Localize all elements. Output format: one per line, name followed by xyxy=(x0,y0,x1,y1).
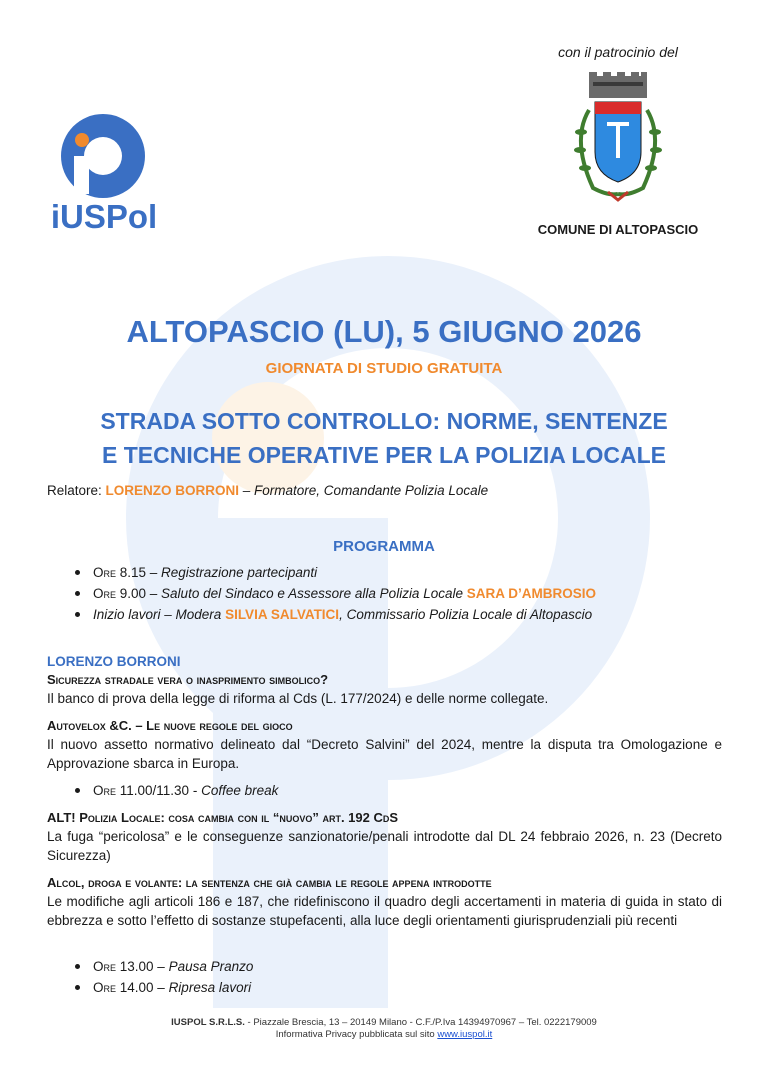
course-title-line1: STRADA SOTTO CONTROLLO: NORME, SENTENZE xyxy=(100,408,668,434)
section-heading: Sicurezza stradale vera o inasprimento simbolico? xyxy=(47,672,329,687)
section-4 xyxy=(47,873,722,930)
section-body: Il nuovo assetto normativo delineato dal “Decreto Salvini” del 2024, mentre la disputa tra Omologazione e Approvazione sbarca in Europa. xyxy=(47,737,722,771)
bullet-icon xyxy=(75,570,80,575)
course-title xyxy=(0,404,768,472)
section-2 xyxy=(47,716,722,773)
section-heading: ALT! Polizia Locale: cosa cambia con il “nuovo” art. 192 CdS xyxy=(47,810,399,825)
relatore-role: – Formatore, Comandante Polizia Locale xyxy=(239,483,489,498)
footer xyxy=(0,1017,768,1041)
relatore-name: LORENZO BORRONI xyxy=(105,483,240,498)
footer-address-line xyxy=(0,1017,768,1029)
relatore-label: Relatore: xyxy=(47,483,106,498)
programma-list xyxy=(75,562,596,625)
bullet-icon xyxy=(75,788,80,793)
section-heading: Alcol, droga e volante: la sentenza che già cambia le regole appena introdotte xyxy=(47,875,492,890)
afternoon-list xyxy=(75,956,253,998)
bullet-icon xyxy=(75,591,80,596)
comune-name: COMUNE DI ALTOPASCIO xyxy=(537,222,699,237)
section-body: Il banco di prova della legge di riforma al Cds (L. 177/2024) e delle norme collegate. xyxy=(47,691,549,706)
relatore-line xyxy=(47,483,488,498)
logo-text: iUSPol xyxy=(50,198,158,235)
comune-crest-icon xyxy=(563,70,673,210)
footer-company: IUSPOL S.R.L.S. xyxy=(171,1017,245,1028)
bullet-icon xyxy=(75,985,80,990)
section-heading: Autovelox &C. – Le nuove regole del gioco xyxy=(47,718,293,733)
programma-title: PROGRAMMA xyxy=(333,538,435,555)
footer-website-link[interactable]: www.iuspol.it xyxy=(437,1029,493,1040)
section-3 xyxy=(47,808,722,865)
footer-privacy-line xyxy=(0,1029,768,1041)
event-subtitle: GIORNATA DI STUDIO GRATUITA xyxy=(265,360,503,377)
break-list xyxy=(75,780,278,801)
section-1 xyxy=(47,670,722,708)
list-item: Ore 8.15 – Registrazione partecipanti xyxy=(75,562,596,583)
list-item: Ore 14.00 – Ripresa lavori xyxy=(75,977,253,998)
event-title: ALTOPASCIO (LU), 5 GIUGNO 2026 xyxy=(126,314,642,349)
list-item: Inizio lavori – Modera SILVIA SALVATICI, Commissario Polizia Locale di Altopascio xyxy=(75,604,596,625)
list-item: Ore 11.00/11.30 - Coffee break xyxy=(75,780,278,801)
course-title-line2: E TECNICHE OPERATIVE PER LA POLIZIA LOCALE xyxy=(102,442,666,468)
list-item: Ore 9.00 – Saluto del Sindaco e Assessore alla Polizia Locale SARA D’AMBROSIO xyxy=(75,583,596,604)
footer-privacy: Informativa Privacy pubblicata sul sito xyxy=(275,1029,438,1040)
list-item: Ore 13.00 – Pausa Pranzo xyxy=(75,956,253,977)
section-body: Le modifiche agli articoli 186 e 187, che ridefiniscono il quadro degli accertamenti in materia di guida in stato di ebbrezza e sotto l’effetto di sostanze stupefacenti, alla luce degli orientamenti giurisprudenziali più recenti xyxy=(47,894,722,928)
bullet-icon xyxy=(75,964,80,969)
patronage-caption: con il patrocinio del xyxy=(558,44,678,60)
footer-address: - Piazzale Brescia, 13 – 20149 Milano - C.F./P.Iva 14394970967 – Tel. 0222179009 xyxy=(244,1017,597,1028)
bullet-icon xyxy=(75,612,80,617)
section-body: La fuga “pericolosa” e le conseguenze sanzionatorie/penali introdotte dal DL 24 febbraio 2026, n. 23 (Decreto Sicurezza) xyxy=(47,829,722,863)
speaker-heading: LORENZO BORRONI xyxy=(47,654,181,669)
